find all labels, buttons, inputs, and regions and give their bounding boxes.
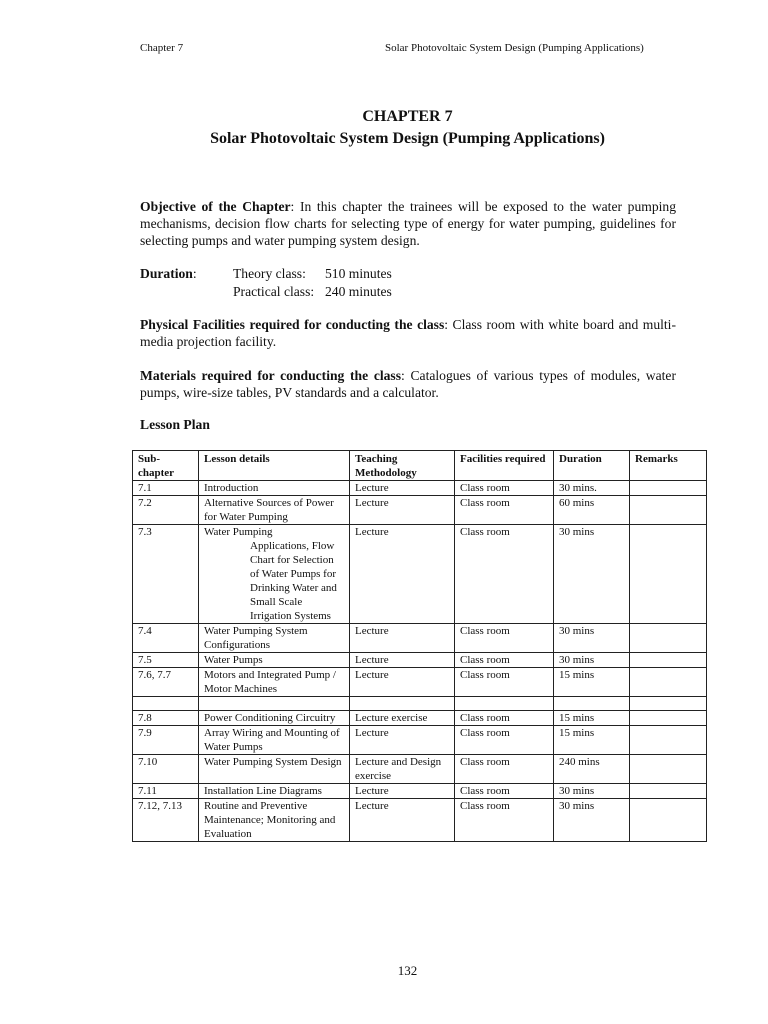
- cell-duration: 240 mins: [554, 755, 630, 784]
- cell-details: Installation Line Diagrams: [199, 784, 350, 799]
- cell-method: [350, 697, 455, 711]
- cell-duration: 15 mins: [554, 668, 630, 697]
- practical-label: Practical class:: [233, 284, 315, 299]
- cell-method: Lecture: [350, 496, 455, 525]
- column-header: Teaching Methodology: [350, 451, 455, 481]
- theory-label: Theory class:: [233, 266, 306, 281]
- cell-remarks: [630, 697, 707, 711]
- cell-remarks: [630, 481, 707, 496]
- page-number: 132: [397, 963, 418, 978]
- cell-duration: 30 mins: [554, 525, 630, 624]
- column-header: Duration: [554, 451, 630, 481]
- cell-details: Water Pumping System Configurations: [199, 624, 350, 653]
- table-row: [133, 755, 707, 784]
- cell-method: Lecture: [350, 799, 455, 842]
- cell-duration: 30 mins: [554, 784, 630, 799]
- cell-subchapter: 7.1: [133, 481, 199, 496]
- cell-remarks: [630, 755, 707, 784]
- cell-facilities: Class room: [455, 784, 554, 799]
- cell-subchapter: [133, 697, 199, 711]
- materials-label: Materials required for conducting the class: [140, 368, 402, 383]
- cell-facilities: [455, 697, 554, 711]
- cell-remarks: [630, 799, 707, 842]
- cell-method: Lecture exercise: [350, 711, 455, 726]
- details-first-line: Water Pumping: [204, 526, 273, 538]
- practical-value: 240 minutes: [325, 284, 392, 299]
- cell-duration: 15 mins: [554, 726, 630, 755]
- cell-remarks: [630, 711, 707, 726]
- cell-facilities: Class room: [455, 755, 554, 784]
- column-header: Sub-chapter: [133, 451, 199, 481]
- cell-duration: 30 mins: [554, 799, 630, 842]
- details-continuation: Applications, Flow Chart for Selection of Water Pumps for Drinking Water and Small Scale Irrigation Systems: [250, 540, 337, 622]
- cell-remarks: [630, 784, 707, 799]
- cell-facilities: Class room: [455, 496, 554, 525]
- cell-method: Lecture: [350, 481, 455, 496]
- lesson-plan-heading: Lesson Plan: [140, 417, 210, 432]
- cell-facilities: Class room: [455, 525, 554, 624]
- cell-duration: [554, 697, 630, 711]
- cell-method: Lecture: [350, 668, 455, 697]
- cell-subchapter: 7.8: [133, 711, 199, 726]
- objective-text: : In this chapter the trainees will be exposed to the water pumping mechanisms, decision flow charts for selecting type of energy for water pumping, guidelines for selecting pumps and water pumping system design.: [140, 199, 676, 248]
- theory-value: 510 minutes: [325, 266, 392, 281]
- cell-duration: 15 mins: [554, 711, 630, 726]
- cell-facilities: Class room: [455, 668, 554, 697]
- chapter-number: CHAPTER 7: [362, 108, 453, 125]
- table-row: [133, 711, 707, 726]
- cell-subchapter: 7.6, 7.7: [133, 668, 199, 697]
- cell-remarks: [630, 653, 707, 668]
- cell-remarks: [630, 525, 707, 624]
- column-header: Remarks: [630, 451, 707, 481]
- cell-subchapter: 7.5: [133, 653, 199, 668]
- cell-facilities: Class room: [455, 624, 554, 653]
- table-row: [133, 668, 707, 697]
- cell-subchapter: 7.4: [133, 624, 199, 653]
- cell-method: Lecture and Design exercise: [350, 755, 455, 784]
- cell-duration: 30 mins.: [554, 481, 630, 496]
- cell-facilities: Class room: [455, 653, 554, 668]
- duration-theory: [233, 265, 392, 283]
- cell-details: Motors and Integrated Pump / Motor Machines: [199, 668, 350, 697]
- cell-details: Routine and Preventive Maintenance; Monitoring and Evaluation: [199, 799, 350, 842]
- materials-paragraph: [140, 367, 676, 401]
- cell-details: Water Pumps: [199, 653, 350, 668]
- table-row: [133, 726, 707, 755]
- cell-details: Water Pumping System Design: [199, 755, 350, 784]
- cell-method: Lecture: [350, 784, 455, 799]
- cell-facilities: Class room: [455, 799, 554, 842]
- cell-facilities: Class room: [455, 481, 554, 496]
- cell-details: Introduction: [199, 481, 350, 496]
- cell-duration: 30 mins: [554, 653, 630, 668]
- physical-label: Physical Facilities required for conducting the class: [140, 317, 445, 332]
- table-row: [133, 496, 707, 525]
- objective-paragraph: [140, 198, 676, 249]
- running-header-left: Chapter 7: [140, 42, 184, 54]
- cell-details: [199, 697, 350, 711]
- table-row: [133, 653, 707, 668]
- cell-method: Lecture: [350, 525, 455, 624]
- chapter-title: Solar Photovoltaic System Design (Pumping Applications): [210, 130, 605, 147]
- column-header: Lesson details: [199, 451, 350, 481]
- cell-method: Lecture: [350, 726, 455, 755]
- cell-subchapter: 7.9: [133, 726, 199, 755]
- cell-details: Array Wiring and Mounting of Water Pumps: [199, 726, 350, 755]
- lesson-plan-table: [132, 450, 707, 842]
- cell-remarks: [630, 624, 707, 653]
- table-row: [133, 525, 707, 624]
- cell-subchapter: 7.12, 7.13: [133, 799, 199, 842]
- duration-label: Duration:: [140, 266, 197, 281]
- cell-subchapter: 7.11: [133, 784, 199, 799]
- objective-label: Objective of the Chapter: [140, 199, 291, 214]
- table-row: [133, 481, 707, 496]
- cell-subchapter: 7.10: [133, 755, 199, 784]
- cell-method: Lecture: [350, 653, 455, 668]
- cell-details: Alternative Sources of Power for Water Pumping: [199, 496, 350, 525]
- cell-remarks: [630, 668, 707, 697]
- table-row: [133, 799, 707, 842]
- cell-details: Power Conditioning Circuitry: [199, 711, 350, 726]
- cell-duration: 60 mins: [554, 496, 630, 525]
- table-row: [133, 624, 707, 653]
- table-row: [133, 784, 707, 799]
- cell-subchapter: 7.3: [133, 525, 199, 624]
- table-row-empty: [133, 697, 707, 711]
- cell-method: Lecture: [350, 624, 455, 653]
- physical-text: : Class room with white board and multi-media projection facility.: [140, 317, 676, 349]
- table-header-row: [133, 451, 707, 481]
- column-header: Facilities required: [455, 451, 554, 481]
- physical-facilities-paragraph: [140, 316, 676, 350]
- cell-duration: 30 mins: [554, 624, 630, 653]
- materials-text: : Catalogues of various types of modules, water pumps, wire-size tables, PV standards and a calculator.: [140, 368, 676, 400]
- running-header-right: Solar Photovoltaic System Design (Pumping Applications): [385, 42, 644, 54]
- duration-practical: [233, 283, 392, 301]
- cell-remarks: [630, 726, 707, 755]
- cell-subchapter: 7.2: [133, 496, 199, 525]
- cell-details: [199, 525, 350, 624]
- cell-facilities: Class room: [455, 711, 554, 726]
- cell-remarks: [630, 496, 707, 525]
- cell-facilities: Class room: [455, 726, 554, 755]
